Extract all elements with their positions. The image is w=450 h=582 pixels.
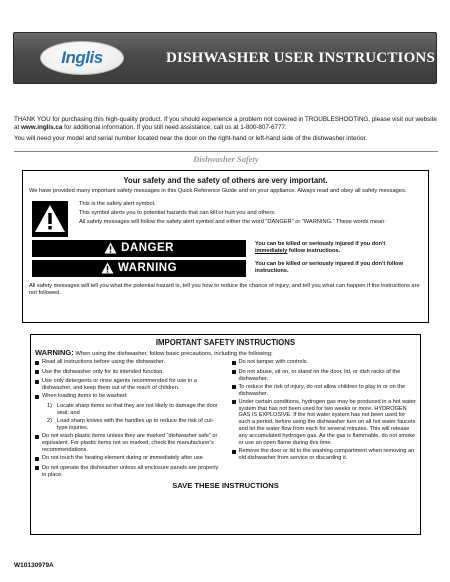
item-text: Do not wash plastic items unless they are marked “dishwasher safe” or equivalent. For plastic items not so marked, check the manufacturer's recommendations. [42,433,218,454]
item-text: Do not tamper with controls. [238,359,309,365]
sub-item-number: 1) [47,402,52,409]
right-column [226,359,417,480]
safety-box [22,170,429,323]
list-item [232,369,417,383]
sub-item-text: Locate sharp items so that they are not likely to damage the door seal; and [57,402,218,416]
bullet-icon [232,359,239,367]
instruction-columns [31,359,420,480]
item-text: Do not operate the dishwasher unless all enclosure panels are properly in place. [42,464,219,478]
danger-desc-post: follow instructions. [287,248,341,255]
section-heading-text: Dishwasher Safety [193,154,259,164]
bullet-icon [232,369,239,383]
warning-word: WARNING: [35,348,74,357]
item-text: Use the dishwasher only for its intended function. [42,368,164,375]
list-item [232,359,417,367]
bullet-icon [35,393,42,401]
item-text: Do not touch the heating element during or immediately after use. [42,455,205,462]
page-header [13,32,437,84]
bullet-icon [35,455,42,463]
safety-alert-icon [32,201,68,237]
list-item [35,378,220,392]
intro-p1-pre: THANK YOU for purchasing this high-quality product. If you should experience a problem not covered in TROUBLESHOOTING, please visit our website at [14,116,437,132]
sub-item-text: Load sharp knives with the handles up to reduce the risk of cut-type injuries. [57,418,214,431]
save-instructions: SAVE THESE INSTRUCTIONS [172,480,279,490]
intro-paragraph-1 [14,116,438,133]
danger-desc-pre: You can be killed or seriously injured if you don't [255,240,386,247]
bullet-icon [35,433,42,454]
item-text: When loading items to be washed: [42,393,128,400]
item-text: Read all instructions before using the dishwasher. [42,359,166,365]
alert-line: This is the safety alert symbol. [79,200,156,207]
warning-row [32,260,428,277]
important-title: IMPORTANT SAFETY INSTRUCTIONS [155,338,296,347]
website-link: www.inglis.ca [21,124,63,132]
alert-line: All safety messages will follow the safety alert symbol and either the word “DANGER” or “WARNING.” These words mean: [79,219,386,226]
bullet-icon [232,384,239,398]
important-warning [35,348,416,357]
item-text: To reduce the risk of injury, do not allow children to play in or on the dishwasher. [238,383,406,397]
list-item [35,393,220,401]
warning-text: When using the dishwasher, follow basic precautions, including the following: [73,351,273,357]
section-heading [14,151,438,165]
alert-line: This symbol alerts you to potential hazards that can kill or hurt you and others. [79,210,276,216]
warning-description: You can be killed or seriously injured if you don't follow instructions. [255,260,403,275]
bullet-icon [35,369,42,377]
warning-label: WARNING [117,262,178,275]
item-text: Under certain conditions, hydrogen gas may be produced in a hot water system that has not been used for two weeks or more. HYDROGEN GAS IS EXPLOSIVE. If the hot water system has not been used for such a period, before using the dishwasher turn on all hot water faucets and let the water flow from each for several minutes. This will release any accumulated hydrogen gas. As the gas is flammable, do not smoke or use an open flame during this time. [238,398,416,447]
important-safety-box [30,334,421,535]
list-item [35,359,220,367]
danger-desc-emphasis: immediately [255,248,288,255]
intro-p1-post: for additional information. If you still need assistance, call us at 1-800-807-6777. [62,124,287,132]
item-text: Remove the door or lid to the washing compartment when removing an old dishwasher from service or discarding it. [238,448,415,462]
bullet-icon [232,399,239,447]
bullet-icon [232,448,239,462]
sub-item-number: 2) [47,418,52,425]
document-title: DISHWASHER USER INSTRUCTIONS [166,49,436,66]
warning-triangle-icon [101,262,114,274]
bullet-icon [35,465,42,479]
intro-text [14,116,438,145]
list-item [35,369,220,377]
sub-item [47,403,220,417]
intro-paragraph-2: You will need your model and serial number located near the door on the right-hand or left-hand side of the dishwasher interior. [14,134,367,142]
logo-text: Inglis [61,48,103,67]
safety-footer: All safety messages will tell you what the potential hazard is, tell you how to reduce the chance of injury, and tell you what can happen if the instructions are not followed. [29,282,420,297]
alert-row [32,201,428,237]
item-text: Use only detergents or rinse agents recommended for use in a dishwasher, and keep them out of the reach of children. [42,378,197,392]
list-item [232,399,417,447]
danger-description [255,241,415,255]
alert-text [79,201,386,237]
document-code: W10130979A [14,562,54,569]
danger-row [32,240,428,257]
list-item [232,448,417,462]
safety-intro: We have provided many important safety messages in this Quick Reference Guide and on your appliance. Always read and obey all safety messages. [29,188,407,194]
warning-badge [32,260,246,277]
bullet-icon [35,359,42,367]
safety-title: Your safety and the safety of others are very important. [123,176,328,185]
item-text: Do not abuse, sit on, or stand on the door, lid, or dish racks of the dishwasher. [238,368,401,382]
list-item [35,455,220,463]
brand-logo [40,41,124,75]
left-column [35,359,226,480]
list-item [35,433,220,454]
warning-triangle-icon [104,242,117,254]
list-item [35,465,220,479]
list-item [232,384,417,398]
danger-badge [32,240,246,257]
sub-item [47,418,220,432]
bullet-icon [35,378,42,392]
danger-label: DANGER [121,242,174,255]
